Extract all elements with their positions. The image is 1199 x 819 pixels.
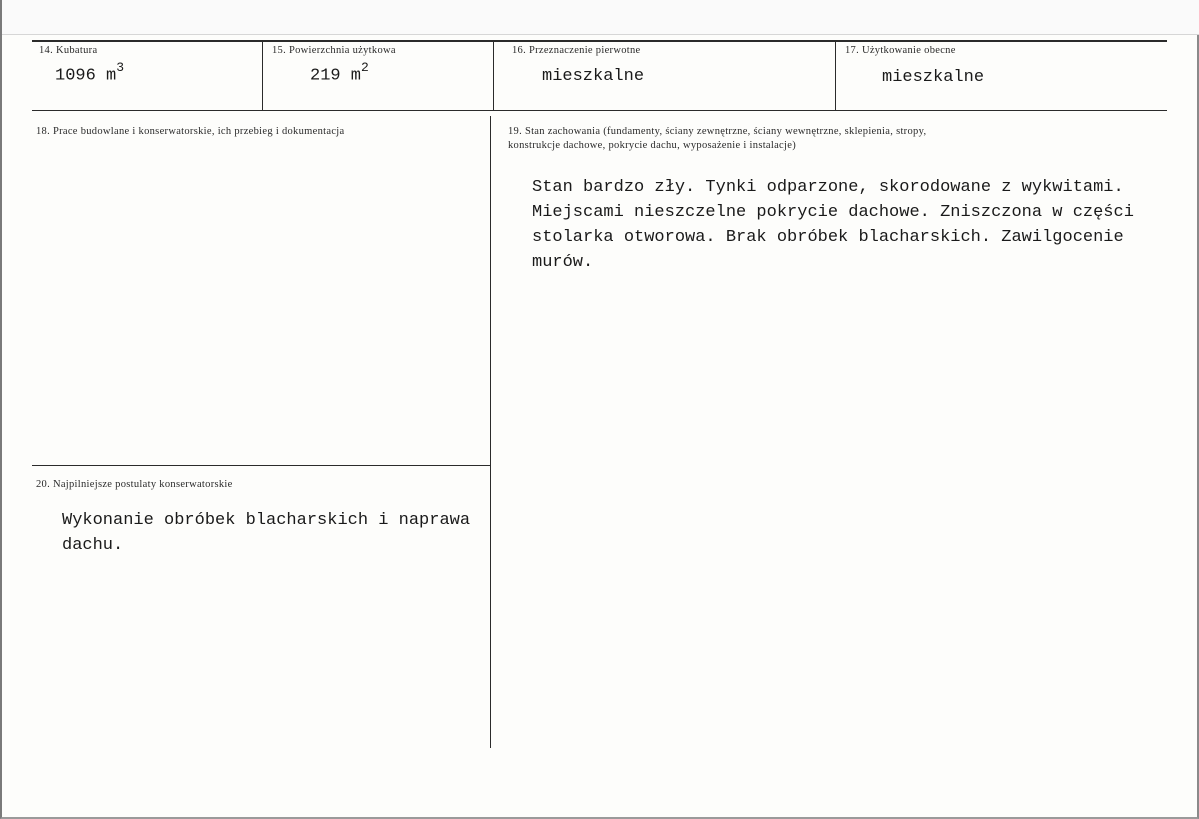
card-top-strip [2, 0, 1199, 35]
stan-label-line2: konstrukcje dachowe, pokrycie dachu, wyposażenie i instalacje) [508, 140, 796, 151]
kubatura-value: 1096 $m^3$ [55, 60, 125, 86]
stan-label-line1: 19. Stan zachowania (fundamenty, ściany zewnętrzne, ściany wewnętrzne, sklepienia, stropy, [508, 126, 927, 137]
uzytkowanie-label: 17. Użytkowanie obecne [845, 45, 956, 56]
przeznaczenie-label: 16. Przeznaczenie pierwotne [512, 45, 641, 56]
powierzchnia-value: 219 $m^2$ [310, 60, 369, 86]
kubatura-label: 14. Kubatura [39, 45, 98, 56]
prace-label: 18. Prace budowlane i konserwatorskie, ich przebieg i dokumentacja [36, 126, 345, 137]
kubatura-exponent: 3 [116, 60, 125, 75]
col-divider-2 [493, 41, 494, 110]
stan-text: Stan bardzo zły. Tynki odparzone, skorodowane z wykwitami. Miejscami nieszczelne pokrycie dachowe. Zniszczona w części stolarka otworowa. Brak obróbek blacharskich. Zawilgocenie murów. [532, 178, 1134, 272]
przeznaczenie-value: mieszkalne [542, 67, 645, 86]
postulaty-text: Wykonanie obróbek blacharskich i naprawa dachu. [62, 511, 471, 555]
section20-top-rule [32, 465, 490, 466]
postulaty-label: 20. Najpilniejsze postulaty konserwatorskie [36, 479, 233, 490]
col-divider-1 [262, 41, 263, 110]
col-divider-3 [835, 41, 836, 110]
powierzchnia-label: 15. Powierzchnia użytkowa [272, 45, 396, 56]
row1-bottom-rule [32, 110, 1167, 111]
powierzchnia-exponent: 2 [361, 60, 369, 75]
top-rule [32, 40, 1167, 42]
main-vertical-divider [490, 116, 491, 748]
uzytkowanie-value: mieszkalne [882, 68, 985, 87]
